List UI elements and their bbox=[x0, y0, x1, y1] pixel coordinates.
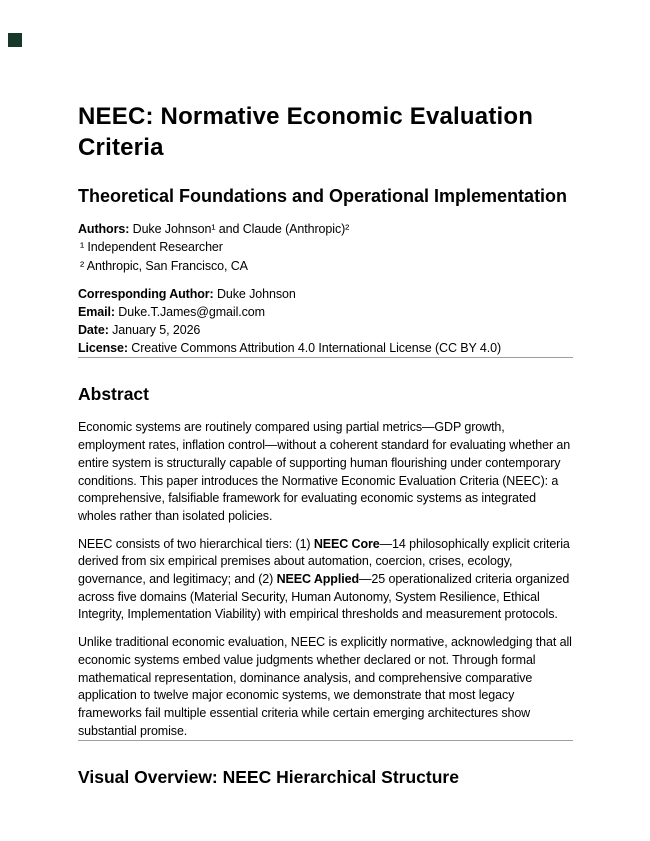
meta-corresponding-author-value: Duke Johnson bbox=[217, 287, 296, 302]
abstract-p2-seg-0: NEEC consists of two hierarchical tiers: (1) bbox=[78, 536, 314, 551]
meta-email-label: Email: bbox=[78, 305, 115, 320]
paper-subtitle: Theoretical Foundations and Operational Implementation bbox=[78, 186, 568, 206]
visual-overview-heading: Visual Overview: NEEC Hierarchical Structure bbox=[78, 767, 459, 788]
meta-date-label: Date: bbox=[78, 322, 109, 337]
abstract-heading: Abstract bbox=[78, 384, 149, 405]
corner-logo-square bbox=[8, 33, 22, 47]
meta-license bbox=[78, 340, 573, 358]
abstract-p2-seg-2: —14 philosophically explicit criteria derived from six empirical premises about automation, coercion, crises, ecology, governance, and legitimacy; and (2) bbox=[78, 536, 570, 587]
abstract-p2-neec-core: NEEC Core bbox=[313, 536, 380, 551]
meta-date bbox=[78, 322, 573, 340]
meta-block bbox=[78, 286, 573, 357]
meta-license-value: Creative Commons Attribution 4.0 International License (CC BY 4.0) bbox=[131, 340, 502, 355]
meta-email bbox=[78, 304, 573, 322]
meta-corresponding-author bbox=[78, 286, 573, 304]
authors-block bbox=[78, 220, 573, 275]
abstract-paragraph-2 bbox=[78, 536, 573, 625]
abstract-paragraph-1: Economic systems are routinely compared using partial metrics—GDP growth, employment rates, inflation control—without a coherent standard for evaluating whether an entire system is structurally capable of supporting human flourishing under contemporary conditions. This paper introduces the Normative Economic Evaluation Criteria (NEEC): a comprehensive, falsifiable framework for evaluating economic systems as integrated wholes rather than isolated policies. bbox=[78, 420, 571, 523]
meta-date-value: January 5, 2026 bbox=[112, 322, 201, 337]
abstract-paragraph-3: Unlike traditional economic evaluation, NEEC is explicitly normative, acknowledging that all economic systems embed value judgments whether declared or not. Through formal mathematical representation, dominance analysis, and comprehensive comparative application to twelve major economic systems, we demonstrate that most legacy frameworks fail multiple essential criteria while certain emerging architectures show substantial promise. bbox=[78, 635, 572, 738]
meta-license-label: License: bbox=[78, 340, 128, 355]
abstract-p2-neec-applied: NEEC Applied bbox=[276, 572, 359, 587]
meta-email-value: Duke.T.James@gmail.com bbox=[118, 305, 265, 320]
meta-corresponding-author-label: Corresponding Author: bbox=[78, 287, 214, 302]
authors-label: Authors: bbox=[78, 222, 130, 236]
paper-title: NEEC: Normative Economic Evaluation Criteria bbox=[78, 103, 534, 161]
paper-page bbox=[78, 0, 573, 788]
affiliation-2: ² Anthropic, San Francisco, CA bbox=[80, 258, 248, 273]
abstract-p2-seg-4: —25 operationalized criteria organized across five domains (Material Security, Human Autonomy, System Resilience, Ethical Integrity, Implementation Viability) with empirical thresholds and measurement protocols. bbox=[78, 572, 570, 622]
affiliation-1: ¹ Independent Researcher bbox=[80, 240, 223, 255]
authors-names: Duke Johnson¹ and Claude (Anthropic)² bbox=[132, 222, 350, 236]
authors-line bbox=[78, 220, 573, 238]
section-divider-bottom bbox=[78, 740, 573, 741]
section-divider-top bbox=[78, 357, 573, 358]
